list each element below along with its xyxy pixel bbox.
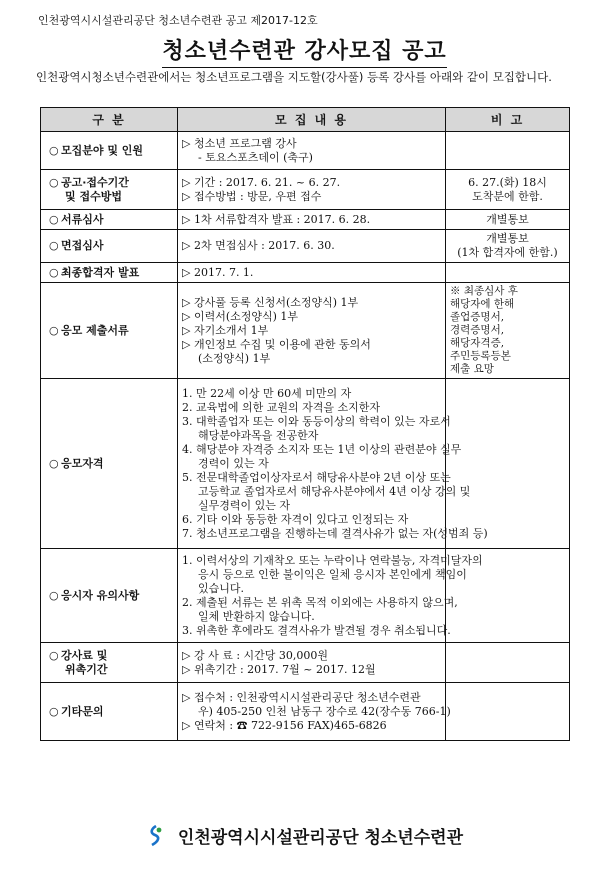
table-row bbox=[41, 170, 570, 210]
content-line: ▷ 강사풀 등록 신청서(소정양식) 1부 bbox=[182, 295, 359, 309]
column-header-content: 모 집 내 용 bbox=[178, 108, 446, 132]
row-category-label: 응모자격 bbox=[61, 456, 104, 470]
content-line: 6. 기타 이와 동등한 자격이 있다고 인정되는 자 bbox=[182, 512, 409, 526]
content-line: 해당분야과목을 전공한자 bbox=[198, 428, 319, 442]
content-line: (소정양식) 1부 bbox=[198, 351, 271, 365]
table-body bbox=[41, 132, 570, 741]
organization-logo-icon bbox=[146, 825, 166, 852]
row-bullet-icon: ○ bbox=[49, 704, 59, 718]
content-line: 2. 제출된 서류는 본 위촉 목적 이외에는 사용하지 않으며, bbox=[182, 595, 458, 609]
row-category-label: 위촉기간 bbox=[65, 662, 108, 676]
row-note bbox=[446, 283, 570, 379]
row-content bbox=[178, 263, 446, 283]
row-bullet-icon: ○ bbox=[49, 175, 59, 189]
row-category bbox=[41, 643, 178, 683]
note-line: 졸업증명서, bbox=[450, 311, 505, 323]
row-category bbox=[41, 132, 178, 170]
content-line: - 토요스포츠데이 (축구) bbox=[198, 150, 313, 164]
row-category-label: 응모 제출서류 bbox=[61, 323, 129, 337]
table-row bbox=[41, 549, 570, 643]
content-line: 고등학교 졸업자로서 해당유사분야에서 4년 이상 강의 및 bbox=[198, 484, 471, 498]
table-row bbox=[41, 263, 570, 283]
content-line: 실무경력이 있는 자 bbox=[198, 498, 291, 512]
row-content bbox=[178, 643, 446, 683]
content-line: ▷ 접수처 : 인천광역시시설관리공단 청소년수련관 bbox=[182, 690, 421, 704]
intro-paragraph: 인천광역시청소년수련관에서는 청소년프로그램을 지도할(강사풀) 등록 강사를 아래와 같이 모집합니다. bbox=[36, 70, 552, 84]
note-line: 개별통보 bbox=[486, 232, 529, 245]
note-line: 6. 27.(화) 18시 bbox=[468, 175, 547, 189]
row-bullet-icon: ○ bbox=[49, 588, 59, 602]
table-row bbox=[41, 683, 570, 741]
note-line: 해당자에 한해 bbox=[450, 298, 515, 310]
row-note bbox=[446, 643, 570, 683]
row-category-label: 최종합격자 발표 bbox=[61, 265, 140, 279]
row-bullet-icon: ○ bbox=[49, 323, 59, 337]
recruitment-table bbox=[40, 107, 570, 741]
notice-reference-number: 인천광역시시설관리공단 청소년수련관 공고 제2017-12호 bbox=[38, 14, 318, 27]
note-line: 도착분에 한함. bbox=[472, 189, 543, 203]
row-category-label: 응시자 유의사항 bbox=[61, 588, 140, 602]
content-line: ▷ 청소년 프로그램 강사 bbox=[182, 136, 297, 150]
content-line: ▷ 위촉기간 : 2017. 7월 ~ 2017. 12월 bbox=[182, 662, 376, 676]
row-bullet-icon: ○ bbox=[49, 648, 59, 662]
content-line: 경력이 있는 자 bbox=[198, 456, 269, 470]
note-line: ※ 최종심사 후 bbox=[450, 285, 518, 297]
row-note bbox=[446, 170, 570, 210]
row-content bbox=[178, 683, 451, 741]
row-bullet-icon: ○ bbox=[49, 212, 59, 226]
content-line: 응시 등으로 인한 불이익은 일체 응시자 본인에게 책임이 bbox=[198, 567, 467, 581]
row-content bbox=[178, 210, 446, 230]
row-note bbox=[446, 263, 570, 283]
content-line: ▷ 개인정보 수집 및 이용에 관한 동의서 bbox=[182, 337, 371, 351]
table-header-row bbox=[41, 108, 570, 132]
table-row bbox=[41, 283, 570, 379]
content-line: 5. 전문대학졸업이상자로서 해당유사분야 2년 이상 또는 bbox=[182, 470, 451, 484]
note-line: 제출 요망 bbox=[450, 363, 494, 375]
row-category bbox=[41, 379, 178, 549]
row-category bbox=[41, 210, 178, 230]
row-category bbox=[41, 263, 178, 283]
content-line: 3. 대학졸업자 또는 이와 동등이상의 학력이 있는 자로서 bbox=[182, 414, 451, 428]
row-content bbox=[178, 283, 446, 379]
footer-organization bbox=[0, 823, 609, 852]
table-row bbox=[41, 379, 570, 549]
row-note bbox=[446, 132, 570, 170]
footer-org-name: 인천광역시시설관리공단 청소년수련관 bbox=[177, 828, 463, 848]
content-line: 있습니다. bbox=[198, 581, 245, 595]
row-content bbox=[178, 549, 483, 643]
note-line: (1차 합격자에 한함.) bbox=[457, 246, 558, 259]
row-category bbox=[41, 683, 178, 741]
content-line: ▷ 2017. 7. 1. bbox=[182, 265, 254, 279]
row-category-label: 기타문의 bbox=[61, 704, 104, 718]
row-category bbox=[41, 170, 178, 210]
row-category-label: 공고·접수기간 bbox=[61, 175, 129, 189]
column-header-note: 비 고 bbox=[446, 108, 570, 132]
content-line: ▷ 이력서(소정양식) 1부 bbox=[182, 309, 299, 323]
content-line: ▷ 2차 면접심사 : 2017. 6. 30. bbox=[182, 239, 335, 252]
content-line: 4. 해당분야 자격증 소지자 또는 1년 이상의 관련분야 실무 bbox=[182, 442, 462, 456]
note-line: 주민등록등본 bbox=[450, 350, 511, 362]
content-line: ▷ 연락처 : ☎ 722-9156 FAX)465-6826 bbox=[182, 718, 387, 732]
note-line: 경력증명서, bbox=[450, 324, 505, 336]
table-row bbox=[41, 210, 570, 230]
row-content bbox=[178, 132, 446, 170]
content-line: 일체 반환하지 않습니다. bbox=[198, 609, 315, 623]
row-bullet-icon: ○ bbox=[49, 239, 59, 252]
page-title: 청소년수련관 강사모집 공고 bbox=[162, 34, 446, 68]
note-line: 개별통보 bbox=[486, 212, 529, 226]
row-bullet-icon: ○ bbox=[49, 265, 59, 279]
row-category-label: 모집분야 및 인원 bbox=[61, 143, 144, 157]
row-category bbox=[41, 283, 178, 379]
row-bullet-icon: ○ bbox=[49, 143, 59, 157]
row-category bbox=[41, 230, 178, 263]
row-category bbox=[41, 549, 178, 643]
row-content bbox=[178, 230, 446, 263]
row-category-label: 강사료 및 bbox=[61, 648, 108, 662]
column-header-category: 구 분 bbox=[41, 108, 178, 132]
content-line: 2. 교육법에 의한 교원의 자격을 소지한자 bbox=[182, 400, 380, 414]
row-bullet-icon: ○ bbox=[49, 456, 59, 470]
note-line: 해당자격증, bbox=[450, 337, 505, 349]
table-row bbox=[41, 132, 570, 170]
row-note bbox=[446, 210, 570, 230]
row-category-label: 및 접수방법 bbox=[65, 189, 122, 203]
table-row bbox=[41, 643, 570, 683]
content-line: 1. 만 22세 이상 만 60세 미만의 자 bbox=[182, 386, 352, 400]
content-line: ▷ 자기소개서 1부 bbox=[182, 323, 269, 337]
row-category-label: 서류심사 bbox=[61, 212, 104, 226]
content-line: 1. 이력서상의 기재착오 또는 누락이나 연락불능, 자격미달자의 bbox=[182, 553, 483, 567]
content-line: ▷ 강 사 료 : 시간당 30,000원 bbox=[182, 648, 329, 662]
content-line: 3. 위촉한 후에라도 결격사유가 발견될 경우 취소됩니다. bbox=[182, 623, 451, 637]
content-line: ▷ 접수방법 : 방문, 우편 접수 bbox=[182, 189, 322, 203]
row-content bbox=[178, 170, 446, 210]
row-note bbox=[446, 230, 570, 263]
row-category-label: 면접심사 bbox=[61, 239, 104, 252]
row-note bbox=[446, 683, 570, 741]
content-line: 7. 청소년프로그램을 진행하는데 결격사유가 없는 자(성범죄 등) bbox=[182, 526, 488, 540]
content-line: 우) 405-250 인천 남동구 장수로 42(장수동 766-1) bbox=[198, 704, 451, 718]
table-row bbox=[41, 230, 570, 263]
content-line: ▷ 기간 : 2017. 6. 21. ~ 6. 27. bbox=[182, 175, 341, 189]
content-line: ▷ 1차 서류합격자 발표 : 2017. 6. 28. bbox=[182, 212, 371, 226]
title-container bbox=[0, 34, 609, 68]
row-content bbox=[178, 379, 488, 549]
row-note bbox=[446, 379, 570, 549]
